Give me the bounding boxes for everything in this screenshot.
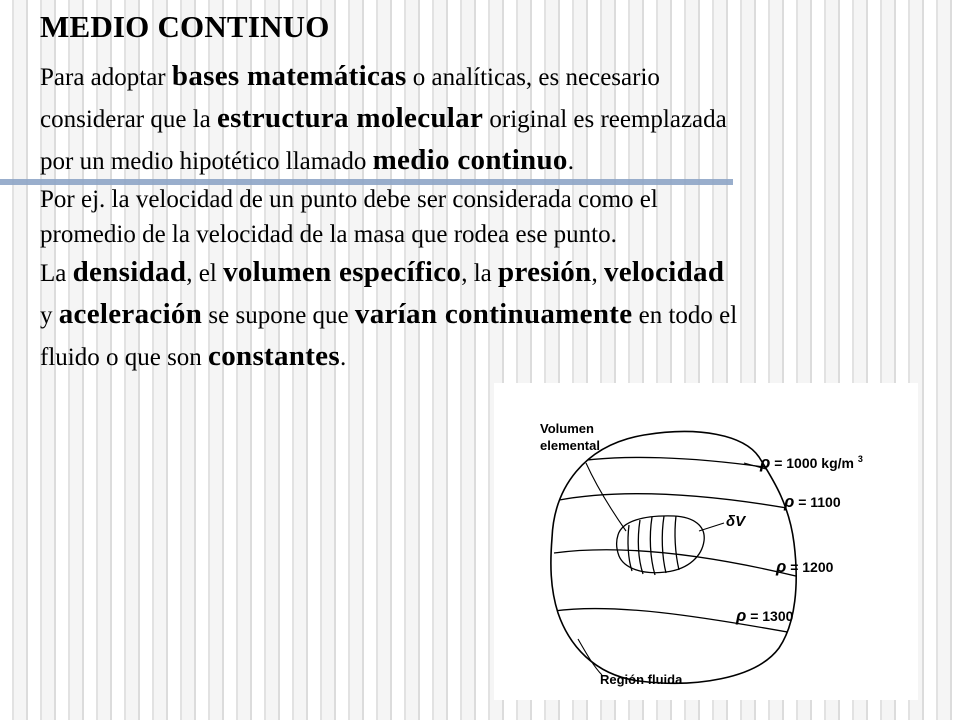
emphasis-text: volumen específico — [223, 256, 462, 288]
density-label: ρ = 1000 kg/m $^3$ — [760, 453, 863, 472]
emphasis-text: medio continuo — [372, 144, 568, 176]
body-text: , el — [186, 260, 224, 287]
body-text: Por ej. la velocidad de un punto debe ser considerada como el — [40, 186, 658, 213]
fluid-region-diagram — [494, 383, 918, 700]
density-label: ρ = 1300 — [736, 606, 794, 625]
body-line — [40, 140, 940, 182]
emphasis-text: estructura molecular — [217, 102, 484, 134]
density-label: ρ = 1200 — [776, 557, 834, 576]
body-line — [40, 252, 940, 294]
body-text: por un medio hipotético llamado — [40, 148, 373, 175]
body-line — [40, 294, 940, 336]
body-text: Para adoptar — [40, 64, 172, 91]
slide-body — [40, 56, 940, 378]
continuum-figure — [494, 383, 918, 700]
emphasis-text: velocidad — [603, 256, 725, 288]
body-text: se supone que — [202, 302, 355, 329]
body-text: La — [40, 260, 73, 287]
region-label: Región fluida — [600, 672, 683, 687]
body-line — [40, 98, 940, 140]
emphasis-text: constantes — [208, 340, 340, 372]
body-text: fluido o que son — [40, 344, 209, 371]
body-text: original es reemplazada — [483, 106, 727, 133]
body-text: o analíticas, es necesario — [406, 64, 660, 91]
body-line — [40, 182, 940, 217]
density-label: ρ = 1100 — [784, 492, 841, 511]
body-line — [40, 336, 940, 378]
body-text: . — [339, 344, 347, 371]
emphasis-text: densidad — [72, 256, 187, 288]
elemental-volume — [617, 516, 705, 575]
body-text: en todo el — [632, 302, 738, 329]
volume-label: Volumen elemental — [540, 421, 600, 453]
emphasis-text: varían continuamente — [354, 298, 633, 330]
body-line — [40, 56, 940, 98]
emphasis-text: bases matemáticas — [171, 60, 407, 92]
emphasis-text: aceleración — [58, 298, 203, 330]
body-text: . — [567, 148, 574, 175]
emphasis-text: presión — [498, 256, 592, 288]
body-text: promedio de la velocidad de la masa que rodea ese punto. — [40, 221, 617, 248]
slide-title: MEDIO CONTINUO — [40, 9, 330, 44]
body-text: , la — [461, 260, 499, 287]
delta-v-label: δV — [726, 513, 746, 530]
body-line — [40, 217, 940, 252]
body-text: y — [40, 302, 59, 329]
body-text: , — [591, 260, 604, 287]
body-text: considerar que la — [40, 106, 218, 133]
